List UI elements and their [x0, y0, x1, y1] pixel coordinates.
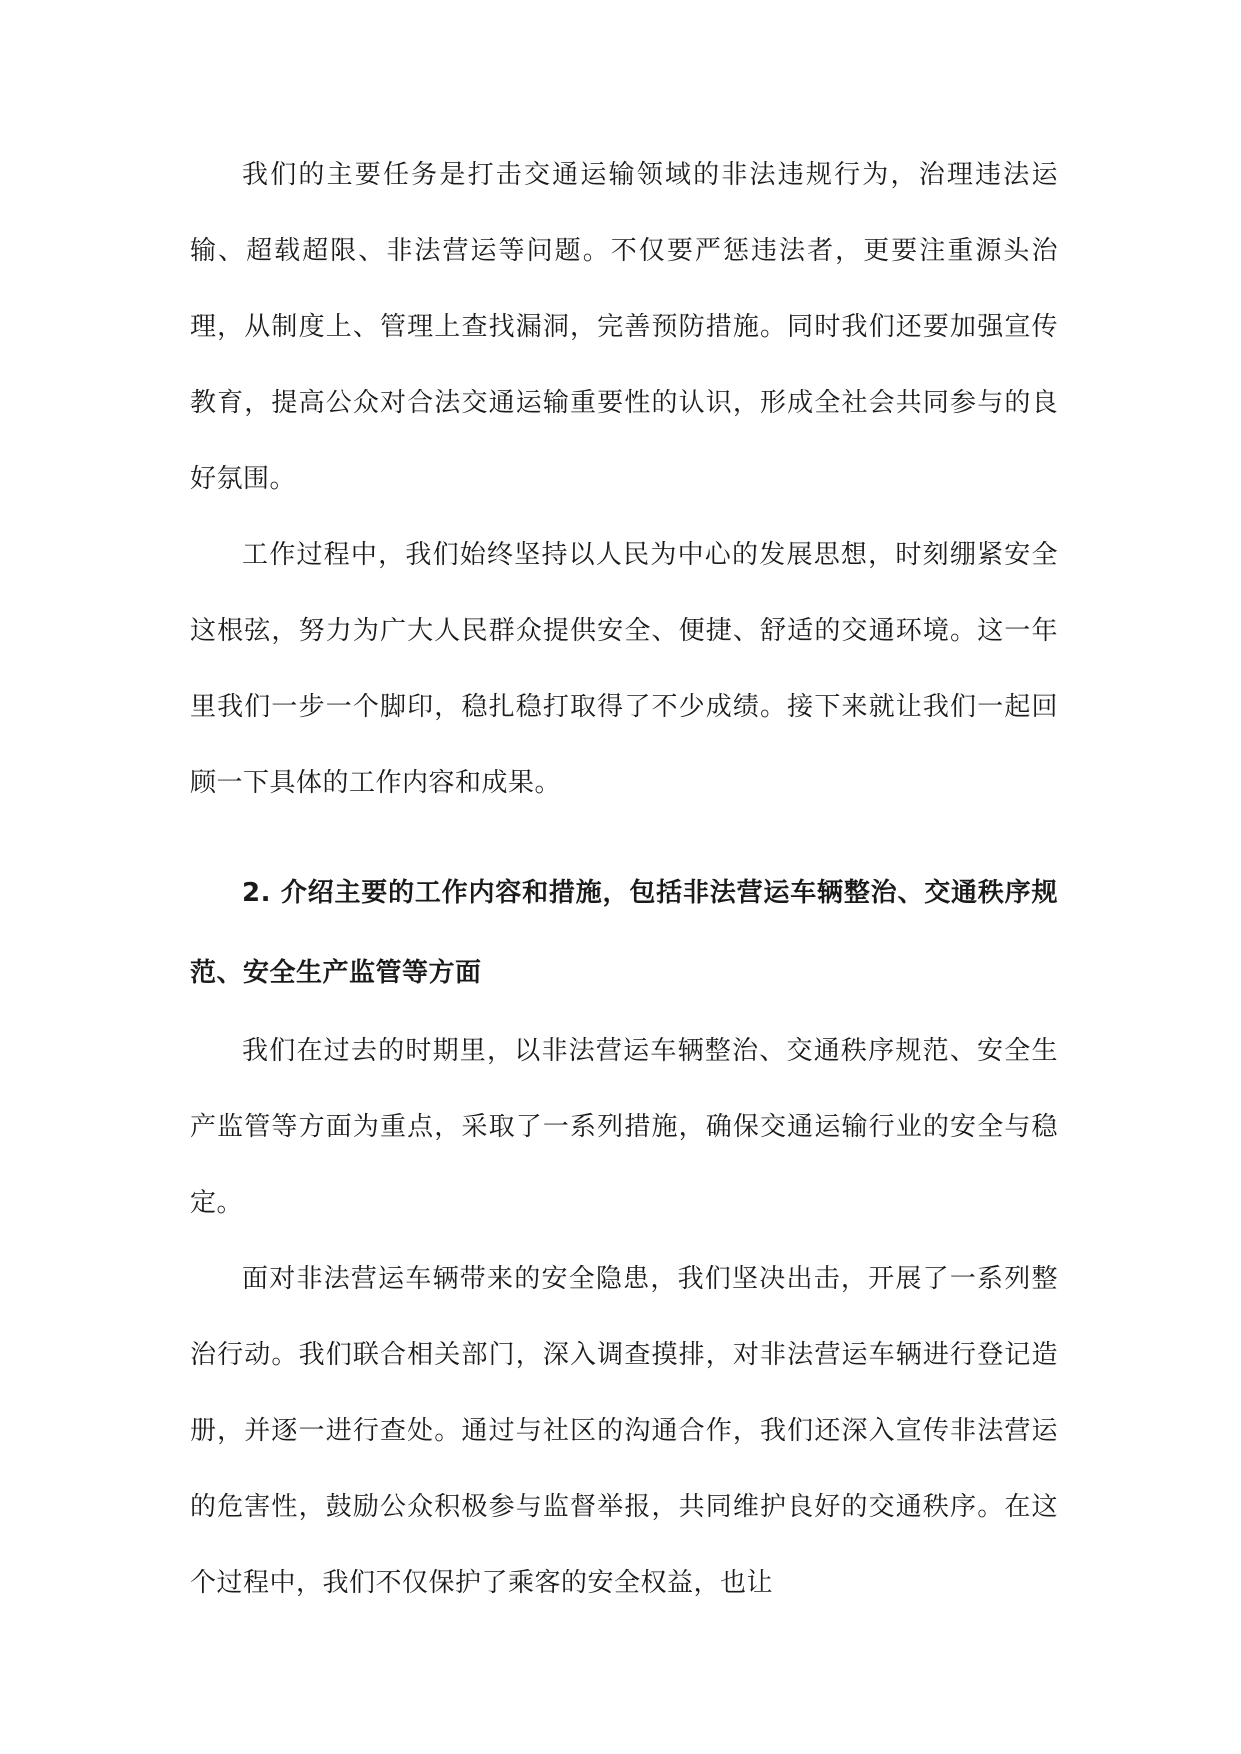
- body-paragraph: 面对非法营运车辆带来的安全隐患，我们坚决出击，开展了一系列整治行动。我们联合相关部门，深入调查摸排，对非法营运车辆进行登记造册，并逐一进行查处。通过与社区的沟通合作，我们还深入宣传非法营运的危害性，鼓励公众积极参与监督举报，共同维护良好的交通秩序。在这个过程中，我们不仅保护了乘客的安全权益，也让: [190, 1264, 1058, 1598]
- body-paragraph: 工作过程中，我们始终坚持以人民为中心的发展思想，时刻绷紧安全这根弦，努力为广大人民群众提供安全、便捷、舒适的交通环境。这一年里我们一步一个脚印，稳扎稳打取得了不少成绩。接下来就让我们一起回顾一下具体的工作内容和成果。: [190, 540, 1058, 798]
- document-page: [190, 137, 1058, 1621]
- body-paragraph: 我们的主要任务是打击交通运输领域的非法违规行为，治理违法运输、超载超限、非法营运等问题。不仅要严惩违法者，更要注重源头治理，从制度上、管理上查找漏洞，完善预防措施。同时我们还要加强宣传教育，提高公众对合法交通运输重要性的认识，形成全社会共同参与的良好氛围。: [190, 160, 1058, 494]
- body-paragraph: 我们在过去的时期里，以非法营运车辆整治、交通秩序规范、安全生产监管等方面为重点，采取了一系列措施，确保交通运输行业的安全与稳定。: [190, 1036, 1058, 1218]
- section-heading: 2. 介绍主要的工作内容和措施，包括非法营运车辆整治、交通秩序规范、安全生产监管等方面: [190, 878, 1058, 988]
